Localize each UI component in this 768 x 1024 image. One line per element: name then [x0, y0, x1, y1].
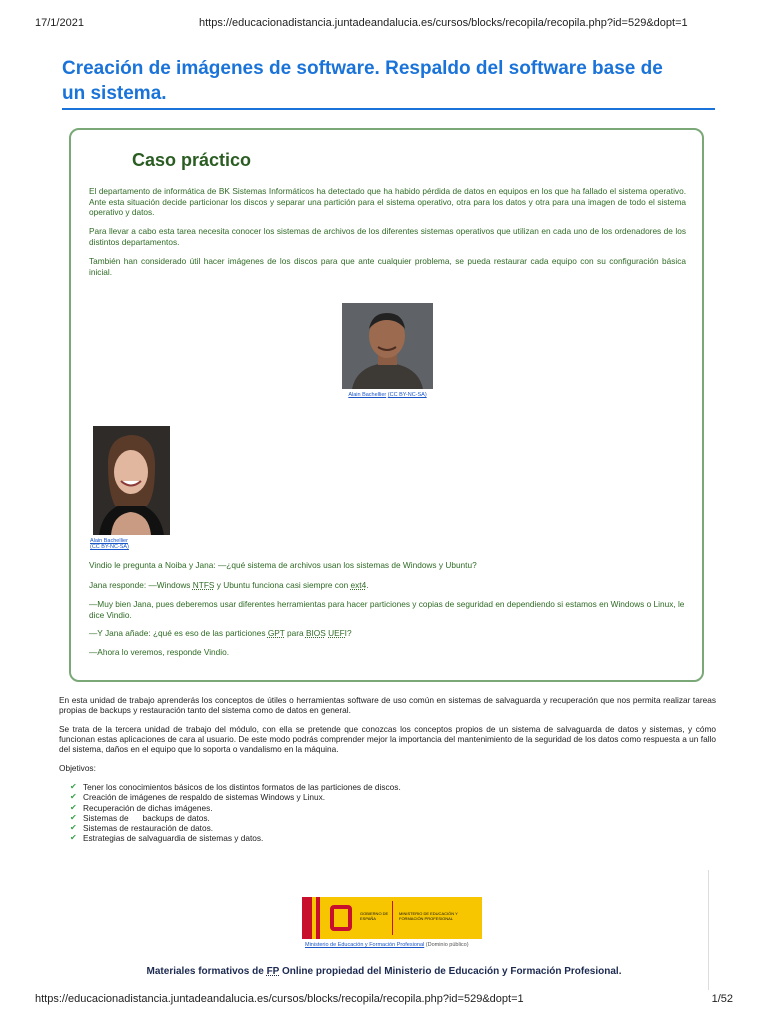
objective-item: ✔ Estrategias de salvaguardia de sistemas y datos.	[70, 833, 264, 844]
uefi-term[interactable]: UEFI	[328, 628, 347, 638]
check-icon: ✔	[70, 812, 77, 822]
case-paragraph-1: El departamento de informática de BK Sistemas Informáticos ha detectado que ha habido pérdida de datos en equipos en los que ha fallado el sistema operativo. Ante esta situación decide particionar los discos y separar una partición para el sistema operativo, otra para los datos y otra para una imagen de todo el sistema operativo y datos.	[89, 186, 686, 217]
logo-caption: Ministerio de Educación y Formación Profesional (Dominio público)	[305, 942, 469, 948]
check-icon: ✔	[70, 833, 77, 843]
gpt-term[interactable]: GPT	[267, 628, 285, 638]
title-underline	[62, 108, 715, 110]
case-paragraph-3: También han considerado útil hacer imágenes de los discos para que ante cualquier problema, se pueda restaurar cada equipo con su configuración básica inicial.	[89, 256, 686, 277]
photo-man-caption[interactable]: Alain Bachellier (CC BY-NC-SA)	[348, 392, 427, 398]
print-url: https://educacionadistancia.juntadeandalucia.es/cursos/blocks/recopila/recopila.php?id=529&dopt=1	[199, 17, 688, 29]
objectives-list	[70, 782, 401, 844]
print-date: 17/1/2021	[35, 17, 84, 29]
objective-item: ✔ Sistemas de restauración de datos.	[70, 823, 214, 834]
objective-item: ✔ Recuperación de dichas imágenes.	[70, 802, 213, 813]
photo-woman-caption[interactable]: Alain Bachellier (CC BY-NC-SA)	[90, 538, 129, 550]
objective-item: ✔ Tener los conocimientos básicos de los distintos formatos de las particiones de discos.	[70, 782, 401, 792]
photo-woman	[93, 426, 170, 535]
check-icon: ✔	[70, 782, 77, 791]
fp-term[interactable]: FP	[266, 966, 280, 977]
logo-gov-text: GOBIERNO DE ESPAÑA	[360, 911, 389, 921]
dialog-line-5: —Ahora lo veremos, responde Vindio.	[89, 647, 230, 657]
ownership-notice: Materiales formativos de FP Online propiedad del Ministerio de Educación y Formación Profesional.	[146, 966, 622, 977]
logo-ministry-text: MINISTERIO DE EDUCACIÓN Y FORMACIÓN PROFESIONAL	[399, 911, 458, 921]
intro-paragraph-2: Se trata de la tercera unidad de trabajo del módulo, con ella se pretende que conozcas los conceptos propios de un sistema de salvaguarda de datos y sistemas, y cómo funcionan estas aplicaciones de cara al usuario. De este modo podrás comprender mejor la importancia del mantenimiento de la seguridad de los datos como respuesta a un fallo del sistema, daños en el equipo que lo soporta o vandalismo en la máquina.	[59, 724, 716, 754]
case-paragraph-2: Para llevar a cabo esta tarea necesita conocer los sistemas de archivos de los diferentes sistemas operativos que utilizan en cada uno de los ordenadores de los distintos departamentos.	[89, 226, 686, 247]
dialog-line-1: Vindio le pregunta a Noiba y Jana: —¿qué sistema de archivos usan los sistemas de Windows y Ubuntu?	[89, 560, 477, 570]
page-number: 1/52	[711, 993, 733, 1005]
objectives-label: Objetivos:	[59, 763, 96, 773]
objective-item: ✔ Sistemas de backups de datos.	[70, 812, 210, 823]
objective-item: ✔ Creación de imágenes de respaldo de sistemas Windows y Linux.	[70, 792, 326, 803]
dialog-line-4: —Y Jana añade: ¿qué es eso de las particiones GPT para BIOS UEFI?	[89, 628, 352, 638]
ext4-term[interactable]: ext4	[350, 580, 367, 590]
check-icon: ✔	[70, 792, 77, 802]
intro-paragraph-1: En esta unidad de trabajo aprenderás los conceptos de útiles o herramientas software de uso común en sistemas de salvaguarda y recuperación que nos permita realizar tareas propias de backups y restauración tanto del sistema como de datos en general.	[59, 695, 716, 715]
footer-url: https://educacionadistancia.juntadeandalucia.es/cursos/blocks/recopila/recopila.php?id=529&dopt=1	[35, 993, 524, 1005]
dialog-line-3: —Muy bien Jana, pues deberemos usar diferentes herramientas para hacer particiones y copias de seguridad en dependiendo si estamos en Windows o Linux, le dice Vindio.	[89, 599, 685, 620]
bios-term[interactable]: BIOS	[305, 628, 326, 638]
check-icon: ✔	[70, 802, 77, 812]
ministry-logo	[302, 897, 482, 939]
dialog-line-2: Jana responde: —Windows NTFS y Ubuntu funciona casi siempre con ext4.	[89, 580, 369, 590]
check-icon: ✔	[70, 823, 77, 833]
ntfs-term[interactable]: NTFS	[192, 580, 215, 590]
photo-man	[342, 303, 433, 389]
case-study-heading: Caso práctico	[132, 150, 252, 170]
page-title: Creación de imágenes de software. Respaldo del software base de un sistema.	[62, 58, 663, 104]
